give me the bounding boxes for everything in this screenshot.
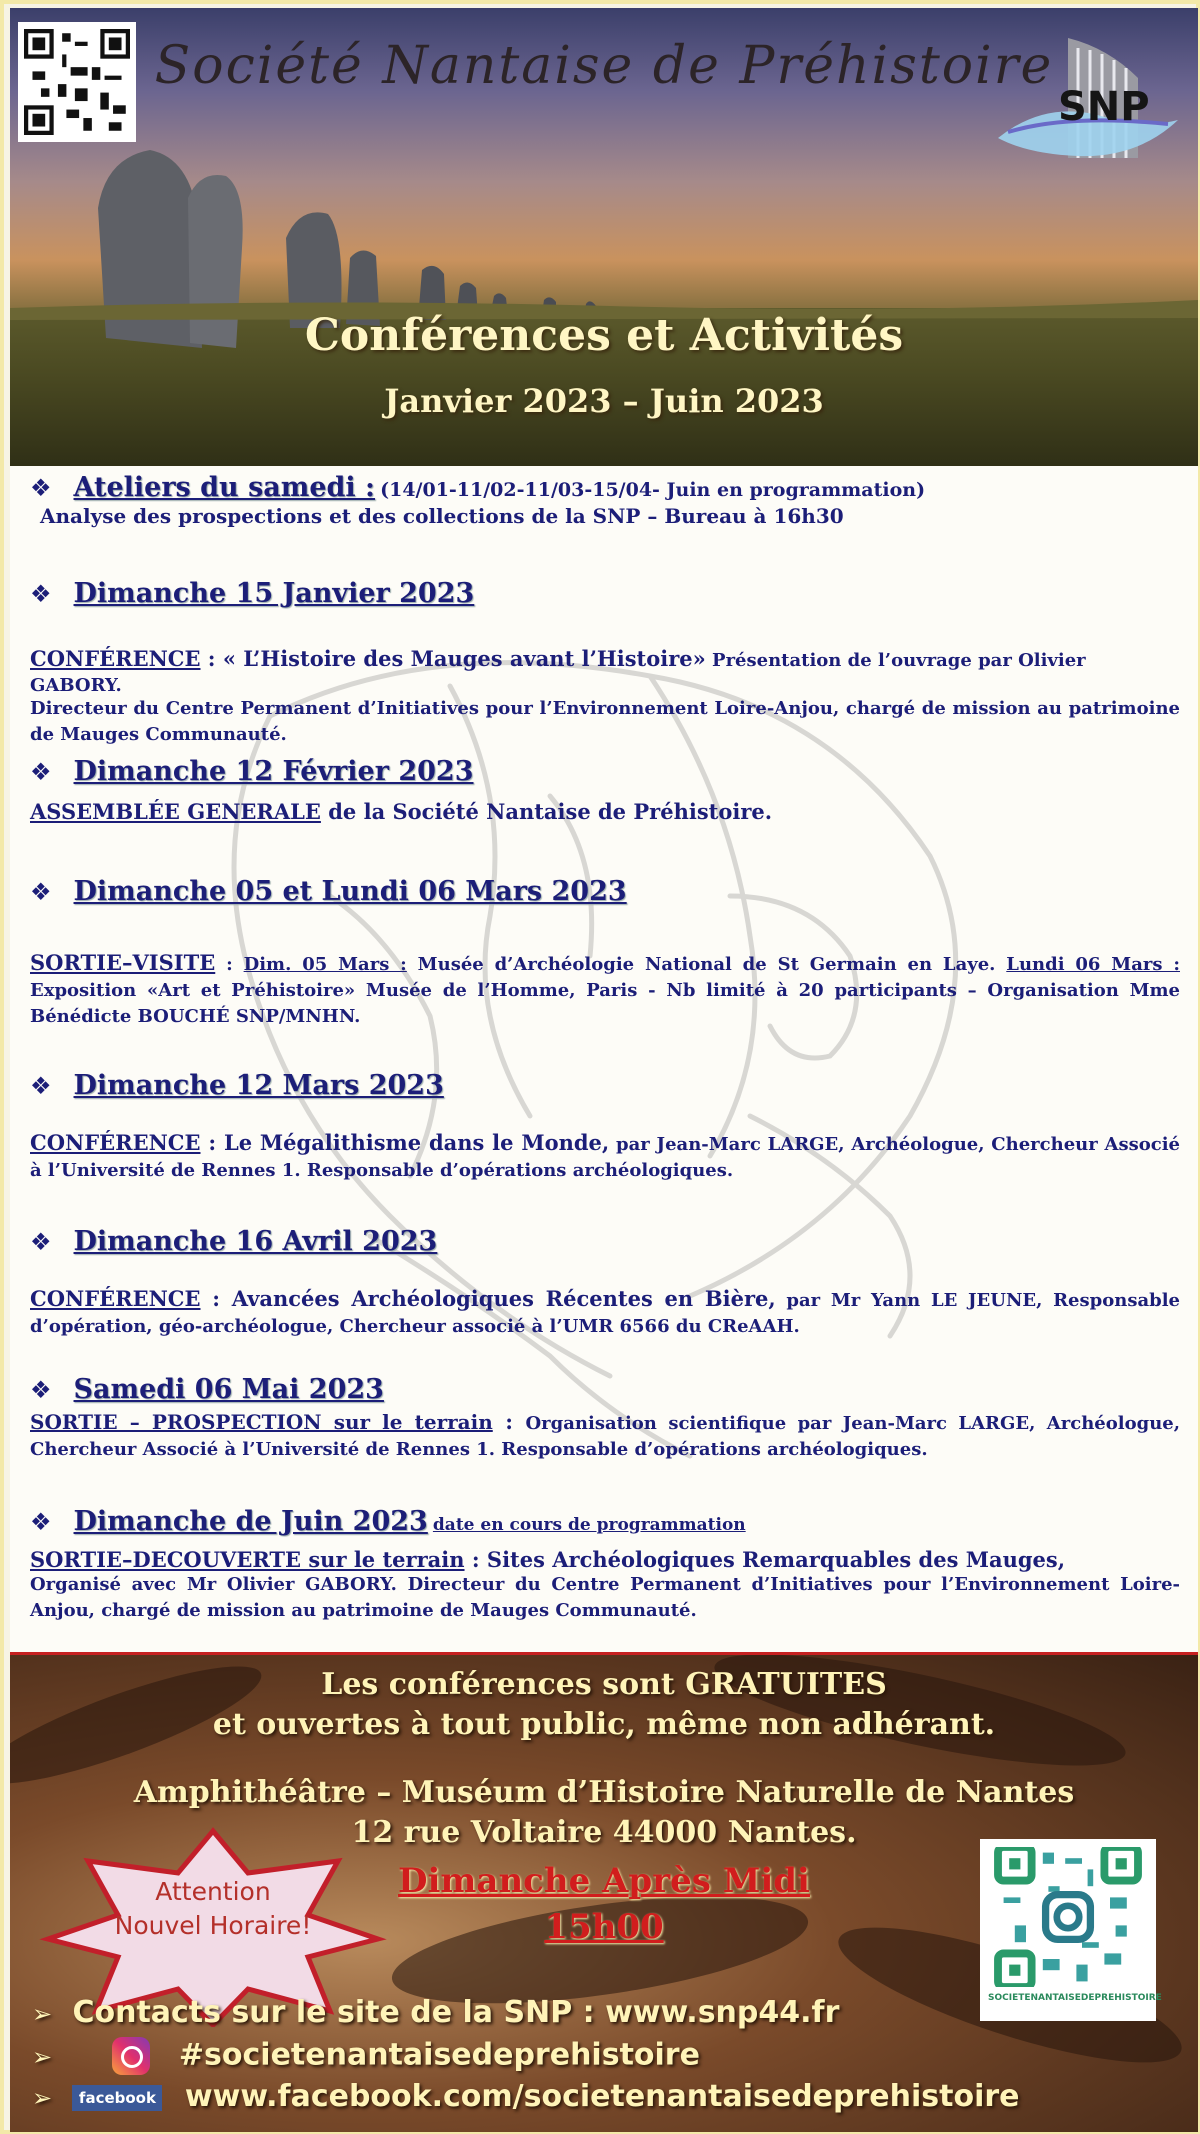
event-sub-label: Dim. 05 Mars :: [243, 954, 407, 975]
event-06-mai: [30, 1374, 1180, 1463]
event-line: Analyse des prospections et des collections de la SNP – Bureau à 16h30: [40, 504, 844, 528]
event-type-label: SORTIE–DECOUVERTE sur le terrain: [30, 1547, 465, 1572]
event-list: [10, 466, 1198, 1652]
program-section: [10, 466, 1198, 1652]
event-title: « L’Histoire des Mauges avant l’Histoire»: [222, 646, 706, 671]
event-heading: Ateliers du samedi :: [73, 472, 376, 503]
event-presenter: par Jean-Marc LARGE, Archéologue, Chercheur Associé à l’Université de Rennes 1. Responsable d’opérations archéologiques.: [30, 1134, 1181, 1181]
diamond-bullet-icon: ❖: [30, 1228, 52, 1256]
event-15-janvier: [30, 578, 1180, 609]
event-ateliers: [30, 472, 1180, 529]
event-heading-note: (14/01-11/02-11/03-15/04- Juin en programmation): [380, 479, 926, 501]
event-heading: Dimanche 05 et Lundi 06 Mars 2023: [73, 876, 627, 907]
event-heading-note: date en cours de programmation: [432, 1515, 746, 1535]
event-type-label: CONFÉRENCE: [30, 646, 201, 671]
event-heading: Dimanche 12 Février 2023: [73, 756, 474, 787]
venue-line-2: 12 rue Voltaire 44000 Nantes.: [351, 1815, 857, 1850]
diamond-bullet-icon: ❖: [30, 878, 52, 906]
conferences-title: Conférences et Activités: [304, 310, 904, 361]
instagram-icon: [112, 2037, 150, 2075]
event-type-label: CONFÉRENCE: [30, 1130, 201, 1155]
event-05-06-mars: [30, 876, 1180, 907]
event-type-label: SORTIE–VISITE: [30, 950, 216, 975]
society-title: Société Nantaise de Préhistoire: [154, 36, 1054, 96]
event-title: Avancées Archéologiques Récentes en Bière,: [231, 1286, 776, 1311]
instagram-qr-icon: [988, 1847, 1148, 1987]
event-sub-label: Lundi 06 Mars :: [1006, 954, 1180, 975]
contact-facebook-text: www.facebook.com/societenantaisedeprehistoire: [184, 2079, 1020, 2114]
event-15-janvier-details: [30, 646, 1180, 748]
star-line-2: Nouvel Horaire!: [114, 1911, 312, 1940]
event-presenter: Présentation de l’ouvrage par Olivier GABORY.: [30, 650, 1086, 696]
event-sub-text: Musée d’Archéologie National de St Germain en Laye.: [406, 954, 1007, 975]
event-title: de la Société Nantaise de Préhistoire.: [320, 799, 773, 824]
diamond-bullet-icon: ❖: [30, 1376, 52, 1404]
free-line-1: Les conférences sont GRATUITES: [321, 1667, 887, 1702]
event-separator: :: [215, 954, 244, 975]
time-line-2: 15h00: [544, 1907, 664, 1947]
venue-line-1: Amphithéâtre – Muséum d’Histoire Naturelle de Nantes: [133, 1775, 1075, 1810]
contact-website-text: Contacts sur le site de la SNP : www.snp44.fr: [72, 1995, 840, 2030]
diamond-bullet-icon: ❖: [30, 474, 52, 502]
event-16-avril-details: [30, 1286, 1180, 1340]
event-separator: :: [200, 646, 223, 671]
arrow-bullet-icon: ➢: [32, 2084, 53, 2112]
attention-star-text: [38, 1875, 388, 1943]
event-separator: :: [200, 1286, 232, 1311]
event-juin: [30, 1506, 1180, 1624]
event-type-label: ASSEMBLÉE GENERALE: [30, 799, 321, 824]
arrow-bullet-icon: ➢: [32, 2042, 53, 2071]
event-heading: Dimanche 12 Mars 2023: [73, 1070, 444, 1101]
event-16-avril: [30, 1226, 1180, 1257]
event-title: Sites Archéologiques Remarquables des Mauges,: [486, 1547, 1066, 1572]
event-12-fevrier: [30, 756, 1180, 824]
contact-website[interactable]: [32, 1995, 839, 2030]
event-title: Le Mégalithisme dans le Monde,: [223, 1130, 610, 1155]
event-separator: :: [200, 1130, 224, 1155]
snp-logo: [988, 28, 1188, 178]
event-12-mars-details: [30, 1130, 1180, 1184]
diamond-bullet-icon: ❖: [30, 580, 52, 608]
event-description: Directeur du Centre Permanent d’Initiatives pour l’Environnement Loire-Anjou, chargé de mission au patrimoine de Mauges Communauté.: [30, 698, 1180, 745]
event-heading: Dimanche 15 Janvier 2023: [73, 578, 475, 609]
event-description: Exposition «Art et Préhistoire» Musée de l’Homme, Paris - Nb limité à 20 participants – Organisation Mme Bénédicte BOUCHÉ SNP/MNHN.: [30, 980, 1180, 1027]
event-05-06-mars-details: [30, 950, 1180, 1030]
event-separator: :: [492, 1409, 526, 1434]
event-12-mars: [30, 1070, 1180, 1101]
program-period: Janvier 2023 – Juin 2023: [384, 382, 824, 420]
snp-logo-text: SNP: [1058, 84, 1150, 130]
qr-caption: SOCIETENANTAISEDEPREHISTOIRE: [988, 1993, 1162, 2003]
event-description: Organisé avec Mr Olivier GABORY. Directeur du Centre Permanent d’Initiatives pour l’Environnement Loire-Anjou, chargé de mission au patrimoine de Mauges Communauté.: [30, 1574, 1180, 1621]
contact-instagram[interactable]: [32, 2037, 700, 2075]
event-type-label: SORTIE – PROSPECTION sur le terrain: [30, 1410, 493, 1434]
contact-instagram-text: #societenantaisedeprehistoire: [178, 2037, 700, 2073]
event-type-label: CONFÉRENCE: [30, 1286, 201, 1311]
event-heading: Samedi 06 Mai 2023: [73, 1374, 384, 1405]
event-separator: :: [464, 1547, 487, 1572]
diamond-bullet-icon: ❖: [30, 1508, 52, 1536]
star-line-1: Attention: [155, 1877, 271, 1906]
qr-code-instagram[interactable]: [980, 1839, 1162, 2021]
facebook-icon: facebook: [72, 2085, 162, 2111]
arrow-bullet-icon: ➢: [32, 2000, 53, 2028]
diamond-bullet-icon: ❖: [30, 1072, 52, 1100]
event-heading: Dimanche 16 Avril 2023: [73, 1226, 438, 1257]
time-line-1: Dimanche Après Midi: [398, 1861, 810, 1901]
event-presenter: par Mr Yann LE JEUNE, Responsable d’opération, géo-archéologue, Chercheur associé à l’UMR 6566 du CReAAH.: [30, 1290, 1180, 1337]
header-banner: [10, 8, 1198, 466]
contact-facebook[interactable]: [32, 2079, 1020, 2114]
diamond-bullet-icon: ❖: [30, 758, 52, 786]
footer-info: [10, 1652, 1198, 2132]
event-description: Organisation scientifique par Jean-Marc LARGE, Archéologue, Chercheur Associé à l’Université de Rennes 1. Responsable d’opérations archéologiques.: [30, 1413, 1180, 1460]
event-heading: Dimanche de Juin 2023: [73, 1506, 428, 1537]
free-line-2: et ouvertes à tout public, même non adhérant.: [212, 1707, 996, 1742]
